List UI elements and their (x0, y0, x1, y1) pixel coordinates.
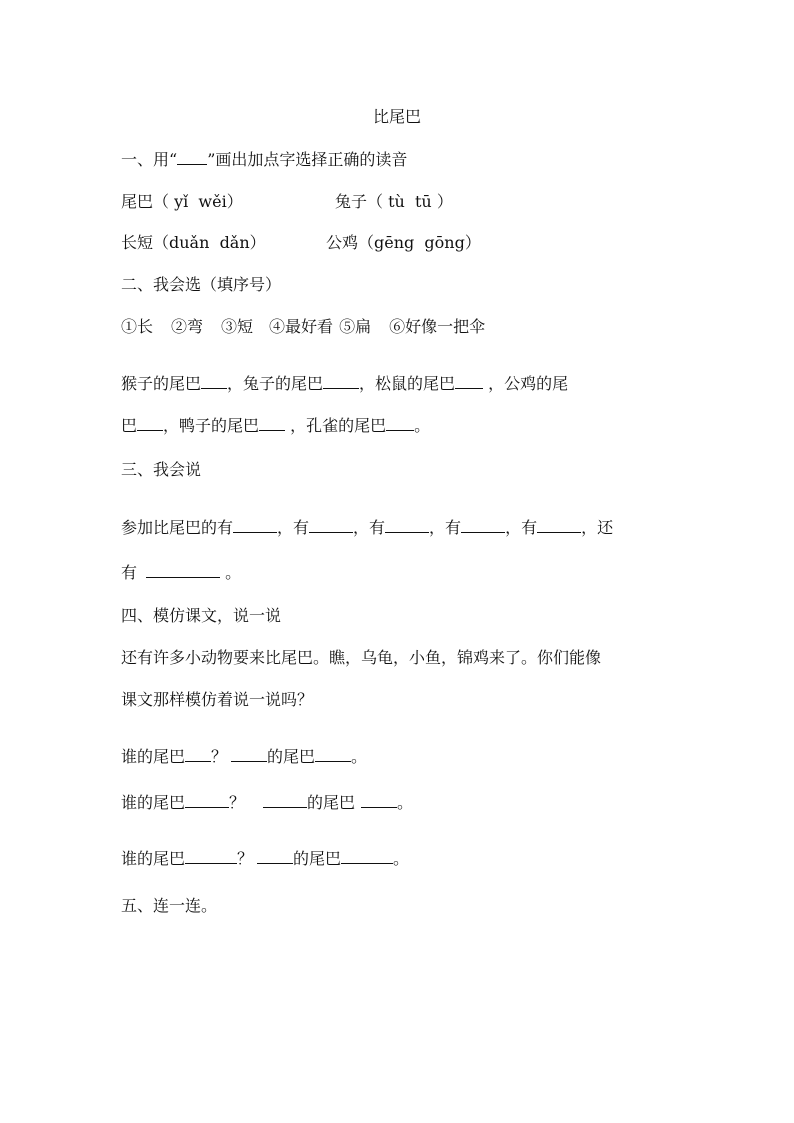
option-2: ②弯 (171, 317, 204, 336)
text-q: 谁的尾巴 (121, 793, 186, 812)
text-q: 谁的尾巴 (121, 849, 186, 868)
answer-blank[interactable] (201, 374, 227, 389)
pinyin-item-gongji: 公鸡（gēng gōng） (326, 233, 481, 252)
page-title: 比尾巴 (372, 107, 421, 126)
answer-blank[interactable] (185, 793, 229, 808)
answer-blank[interactable] (341, 849, 393, 864)
answer-blank[interactable] (537, 518, 581, 533)
text-songshu: ，松鼠的尾巴 (359, 374, 456, 393)
text-qmark: ？ (237, 849, 254, 868)
answer-blank[interactable] (146, 563, 220, 578)
imitate-line1 (121, 747, 367, 767)
speak-line2 (121, 563, 241, 583)
text-you: ，有 (353, 518, 386, 537)
text-period: 。 (351, 747, 368, 766)
text-lead: 参加比尾巴的有 (121, 518, 234, 537)
answer-blank[interactable] (263, 793, 307, 808)
text-you: ，有 (277, 518, 310, 537)
option-5: ⑤扁 (339, 317, 372, 336)
answer-blank[interactable] (309, 518, 353, 533)
text-houzi: 猴子的尾巴 (121, 374, 202, 393)
heading-post: ”画出加点字选择正确的读音 (207, 150, 408, 169)
options-row (121, 317, 485, 337)
section4-heading: 四、模仿课文，说一说 (121, 606, 282, 625)
text-qmark: ？ (229, 793, 246, 812)
option-4: ④最好看 (269, 317, 334, 336)
section1-heading (121, 150, 407, 170)
answer-blank[interactable] (385, 518, 429, 533)
text-gongji: ，公鸡的尾 (483, 374, 569, 393)
text-period: 。 (393, 849, 410, 868)
fill-sentence-line2 (121, 416, 430, 436)
section4-paragraph-line1: 还有许多小动物要来比尾巴。瞧，乌龟，小鱼，锦鸡来了。你们能像 (121, 648, 602, 667)
text-you2: 有 (121, 563, 143, 582)
answer-blank[interactable] (137, 416, 163, 431)
fill-sentence-line1 (121, 374, 568, 394)
pinyin-item-changduan: 长短（duǎn dǎn） (121, 233, 266, 252)
option-1: ①长 (121, 317, 154, 336)
text-a: 的尾巴 (293, 849, 342, 868)
answer-blank[interactable] (361, 793, 397, 808)
text-yazi: ，鸭子的尾巴 (163, 416, 260, 435)
answer-blank[interactable] (233, 518, 277, 533)
imitate-line3 (121, 849, 409, 869)
answer-blank[interactable] (315, 747, 351, 762)
text-period: 。 (397, 793, 414, 812)
option-3: ③短 (221, 317, 254, 336)
text-you: ，有 (429, 518, 462, 537)
answer-blank[interactable] (323, 374, 359, 389)
answer-blank[interactable] (259, 416, 285, 431)
pinyin-item-tuzi: 兔子（ tù tū ） (335, 192, 453, 211)
speak-line1 (121, 518, 613, 538)
text-ba: 巴 (121, 416, 138, 435)
heading-pre: 一、用“ (121, 150, 178, 169)
text-a: 的尾巴 (307, 793, 356, 812)
section3-heading: 三、我会说 (121, 460, 202, 479)
pinyin-item-weiba: 尾巴（ yǐ wěi） (121, 192, 243, 211)
section2-heading: 二、我会选（填序号） (121, 275, 282, 294)
text-you: ，有 (505, 518, 538, 537)
answer-blank[interactable] (231, 747, 267, 762)
section5-heading: 五、连一连。 (121, 896, 218, 915)
answer-blank[interactable] (386, 416, 414, 431)
imitate-line2 (121, 793, 413, 813)
text-kongque: ，孔雀的尾巴 (285, 416, 387, 435)
text-tuzi: ，兔子的尾巴 (227, 374, 324, 393)
answer-blank[interactable] (461, 518, 505, 533)
text-qmark: ？ (211, 747, 228, 766)
text-q: 谁的尾巴 (121, 747, 186, 766)
text-hai: ，还 (581, 518, 614, 537)
section4-paragraph-line2: 课文那样模仿着说一说吗？ (121, 690, 314, 709)
answer-blank[interactable] (185, 747, 211, 762)
underline-sample (177, 150, 207, 165)
answer-blank[interactable] (455, 374, 483, 389)
text-period: 。 (414, 416, 431, 435)
text-a: 的尾巴 (267, 747, 316, 766)
option-6: ⑥好像一把伞 (389, 317, 486, 336)
answer-blank[interactable] (257, 849, 293, 864)
text-end: 。 (220, 563, 242, 582)
answer-blank[interactable] (185, 849, 237, 864)
